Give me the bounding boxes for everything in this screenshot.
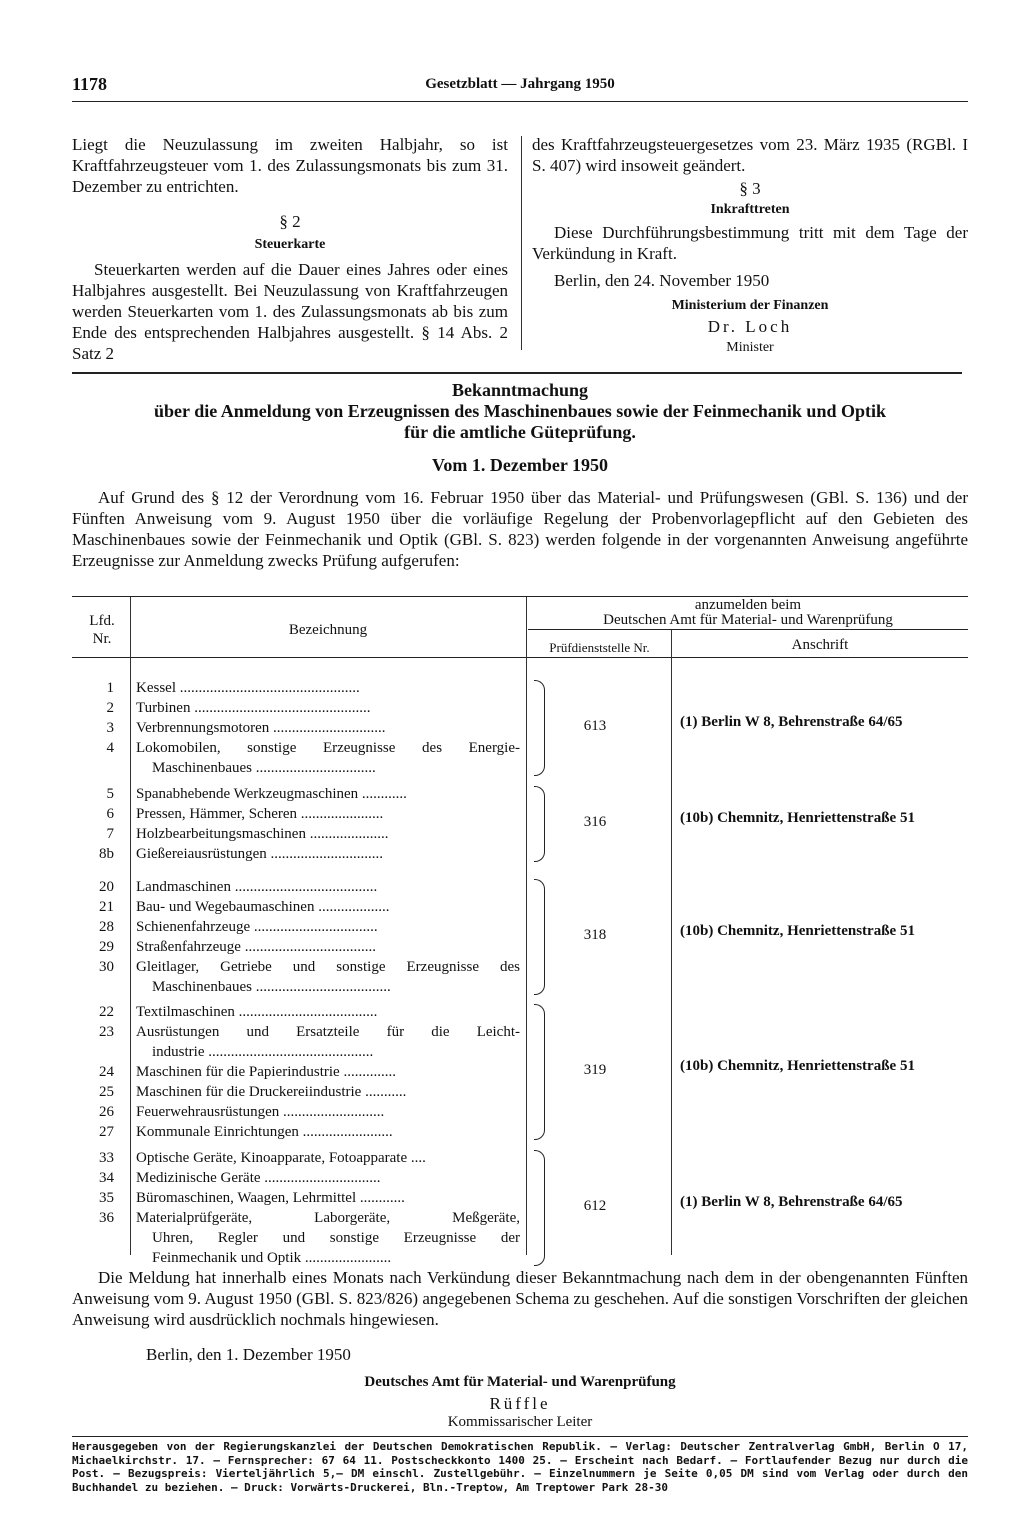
row-nr: 24 <box>99 1064 114 1080</box>
section-3-number: § 3 <box>739 179 761 198</box>
section-2-number: § 2 <box>279 212 301 231</box>
row-nr: 5 <box>106 786 114 802</box>
row-description: Holzbearbeitungsmaschinen ..................... <box>136 826 389 842</box>
header-lfd-nr <box>74 612 130 648</box>
section-2-title: Steuerkarte <box>254 237 326 252</box>
row-description: Spanabhebende Werkzeugmaschinen ............ <box>136 786 407 802</box>
closing-place-date: Berlin, den 1. Dezember 1950 <box>146 1345 351 1364</box>
row-nr: 22 <box>99 1004 114 1020</box>
row-description: Maschinen für die Papierindustrie .............. <box>136 1064 396 1080</box>
header-bezeichnung: Bezeichnung <box>288 622 368 638</box>
announcement-title-line-3: für die amtliche Güteprüfung. <box>404 422 636 442</box>
row-description: Gleitlager, Getriebe und sonstige Erzeugnisse des <box>136 959 520 975</box>
header-group-line-1: anzumelden beim <box>694 597 802 613</box>
row-description: Medizinische Geräte ............................... <box>136 1170 381 1186</box>
group-brace <box>534 680 545 776</box>
left-column <box>72 134 508 364</box>
group-brace <box>534 1150 545 1266</box>
row-nr: 30 <box>99 959 114 975</box>
row-description: Optische Geräte, Kinoapparate, Fotoapparate .... <box>136 1150 426 1166</box>
row-description: Uhren, Regler und sonstige Erzeugnisse der <box>152 1230 520 1246</box>
row-description: industrie ............................................ <box>152 1044 374 1060</box>
announcement-title <box>72 380 968 443</box>
header-lfd: Lfd. <box>89 613 115 629</box>
row-nr: 35 <box>99 1190 114 1206</box>
row-description: Textilmaschinen ..................................... <box>136 1004 378 1020</box>
row-nr: 26 <box>99 1104 114 1120</box>
imprint: Herausgegeben von der Regierungskanzlei der Deutschen Demokratischen Republik. — Verlag: Deutscher Zentralverlag GmbH, Berlin O 17, Michaelkirchstr. 17. — Fernsprecher: 67 64 11. Postscheckkonto 1400 25. — Erscheint nach Bedarf. — Fortlaufender Bezug nur durch die Post. — Bezugspreis: Vierteljährlich 5,— DM einschl. Zustellgebühr. — Einzelnummern je Seite 0,05 DM sind vom Verlag oder durch den Buchhandel zu beziehen. — Druck: Vorwärts-Druckerei, Bln.-Treptow, Am Treptower Park 28-30 <box>72 1440 968 1494</box>
row-nr: 1 <box>106 680 114 696</box>
table-header-rule <box>72 657 968 658</box>
closing-org: Deutsches Amt für Material- und Warenprüfung <box>364 1374 676 1390</box>
row-description: Kessel ................................................ <box>136 680 360 696</box>
right-column <box>532 134 968 358</box>
row-description: Kommunale Einrichtungen ........................ <box>136 1124 393 1140</box>
page-number: 1178 <box>72 74 108 94</box>
announcement-title-line-1: Bekanntmachung <box>451 380 589 400</box>
row-nr: 2 <box>106 700 114 716</box>
right-role: Minister <box>726 340 774 355</box>
right-para-2: Diese Durchführungsbestimmung tritt mit dem Tage der Verkündung in Kraft. <box>532 223 968 263</box>
right-signer: Dr. Loch <box>707 317 793 336</box>
row-description: Feuerwehrausrüstungen ........................... <box>136 1104 385 1120</box>
row-description: Maschinenbaues ................................ <box>152 760 376 776</box>
row-nr: 3 <box>106 720 114 736</box>
group-pruefdienststelle-nr: 319 <box>583 1062 607 1078</box>
row-nr: 27 <box>99 1124 114 1140</box>
row-nr: 29 <box>99 939 114 955</box>
header-rule <box>72 101 968 102</box>
row-nr: 8b <box>99 846 114 862</box>
row-description: Lokomobilen, sonstige Erzeugnisse des Energie- <box>136 740 520 756</box>
row-description: Büromaschinen, Waagen, Lehrmittel ............ <box>136 1190 405 1206</box>
imprint-rule <box>72 1436 968 1437</box>
section-3-title: Inkrafttreten <box>710 202 790 217</box>
row-description: Straßenfahrzeuge ................................... <box>136 939 376 955</box>
group-brace <box>534 879 545 995</box>
row-description: Materialprüfgeräte, Laborgeräte, Meßgeräte, <box>136 1210 520 1226</box>
closing-role: Kommissarischer Leiter <box>447 1414 593 1430</box>
row-nr: 20 <box>99 879 114 895</box>
row-description: Feinmechanik und Optik ....................... <box>152 1250 392 1266</box>
group-brace <box>534 786 545 862</box>
page-title: Gesetzblatt — Jahrgang 1950 <box>425 76 615 92</box>
table-vline-pruef <box>671 630 672 1255</box>
group-pruefdienststelle-nr: 316 <box>583 814 607 830</box>
row-description: Turbinen ............................................... <box>136 700 371 716</box>
group-pruefdienststelle-nr: 612 <box>583 1198 607 1214</box>
row-description: Maschinen für die Druckereiindustrie ........... <box>136 1084 407 1100</box>
row-nr: 28 <box>99 919 114 935</box>
header-anschrift: Anschrift <box>791 637 849 653</box>
group-anschrift: (1) Berlin W 8, Behrenstraße 64/65 <box>680 1194 903 1210</box>
header-nr: Nr. <box>92 631 112 647</box>
row-description: Verbrennungsmotoren .............................. <box>136 720 386 736</box>
right-place-date: Berlin, den 24. November 1950 <box>554 271 770 290</box>
announcement-date: Vom 1. Dezember 1950 <box>432 455 608 475</box>
row-nr: 25 <box>99 1084 114 1100</box>
group-anschrift: (1) Berlin W 8, Behrenstraße 64/65 <box>680 714 903 730</box>
group-pruefdienststelle-nr: 318 <box>583 927 607 943</box>
row-description: Schienenfahrzeuge ................................. <box>136 919 378 935</box>
right-para-1: des Kraftfahrzeugsteuergesetzes vom 23. März 1935 (RGBl. I S. 407) wird insoweit geändert. <box>532 135 968 175</box>
group-anschrift: (10b) Chemnitz, Henriettenstraße 51 <box>680 810 915 826</box>
row-description: Bau- und Wegebaumaschinen ................... <box>136 899 390 915</box>
row-description: Landmaschinen ...................................... <box>136 879 378 895</box>
group-anschrift: (10b) Chemnitz, Henriettenstraße 51 <box>680 923 915 939</box>
group-pruefdienststelle-nr: 613 <box>583 718 607 734</box>
row-nr: 34 <box>99 1170 114 1186</box>
row-description: Maschinenbaues .................................... <box>152 979 391 995</box>
section-rule <box>72 372 962 374</box>
announcement-title-line-2: über die Anmeldung von Erzeugnissen des Maschinenbaues sowie der Feinmechanik und Optik <box>154 401 886 421</box>
right-org: Ministerium der Finanzen <box>671 298 829 313</box>
closing-text: Die Meldung hat innerhalb eines Monats nach Verkündung dieser Bekanntmachung nach dem in der obengenannten Fünften Anweisung vom 9. August 1950 (GBl. S. 823/826) angegebenen Schema zu geschehen. Auf die sonstigen Vorschriften der gleichen Anweisung wird ausdrücklich nochmals hingewiesen. <box>72 1268 968 1329</box>
row-nr: 6 <box>106 806 114 822</box>
table-vline-nr <box>130 597 131 1255</box>
left-para-1: Liegt die Neuzulassung im zweiten Halbjahr, so ist Kraftfahrzeugsteuer vom 1. des Zulassungsmonats bis zum 31. Dezember zu entrichten. <box>72 135 508 196</box>
row-nr: 4 <box>106 740 114 756</box>
group-anschrift: (10b) Chemnitz, Henriettenstraße 51 <box>680 1058 915 1074</box>
row-description: Gießereiausrüstungen .............................. <box>136 846 384 862</box>
left-para-2: Steuerkarten werden auf die Dauer eines Jahres oder eines Halbjahres ausgestellt. Bei Neuzulassung von Kraftfahrzeugen werden Steuerkarten vom 1. des Zulassungsmonats ab bis zum Ende des entsprechenden Halbjahres ausgestellt. § 14 Abs. 2 Satz 2 <box>72 260 508 363</box>
header-group-line-2: Deutschen Amt für Material- und Warenprüfung <box>603 612 893 628</box>
page-header <box>72 74 968 100</box>
row-description: Pressen, Hämmer, Scheren ...................... <box>136 806 384 822</box>
row-nr: 7 <box>106 826 114 842</box>
closing-signer: Rüffle <box>489 1394 551 1413</box>
column-divider <box>521 136 522 350</box>
row-nr: 23 <box>99 1024 114 1040</box>
row-nr: 21 <box>99 899 114 915</box>
group-brace <box>534 1004 545 1140</box>
table-subheader-rule <box>528 629 968 630</box>
announcement-intro: Auf Grund des § 12 der Verordnung vom 16. Februar 1950 über das Material- und Prüfungswesen (GBl. S. 136) und der Fünften Anweisung vom 9. August 1950 über die vorläufige Regelung der Probenvorlagepflicht auf den Gebieten des Maschinenbaues sowie der Feinmechanik und Optik (GBl. S. 823) werden folgende in der vorgenannten Anweisung angeführte Erzeugnisse zur Anmeldung zwecks Prüfung aufgerufen: <box>72 488 968 570</box>
table-vline-bez <box>526 597 527 1255</box>
row-description: Ausrüstungen und Ersatzteile für die Leicht- <box>136 1024 520 1040</box>
header-pruefdienststelle: Prüfdienststelle Nr. <box>549 640 650 655</box>
row-nr: 33 <box>99 1150 114 1166</box>
row-nr: 36 <box>99 1210 114 1226</box>
